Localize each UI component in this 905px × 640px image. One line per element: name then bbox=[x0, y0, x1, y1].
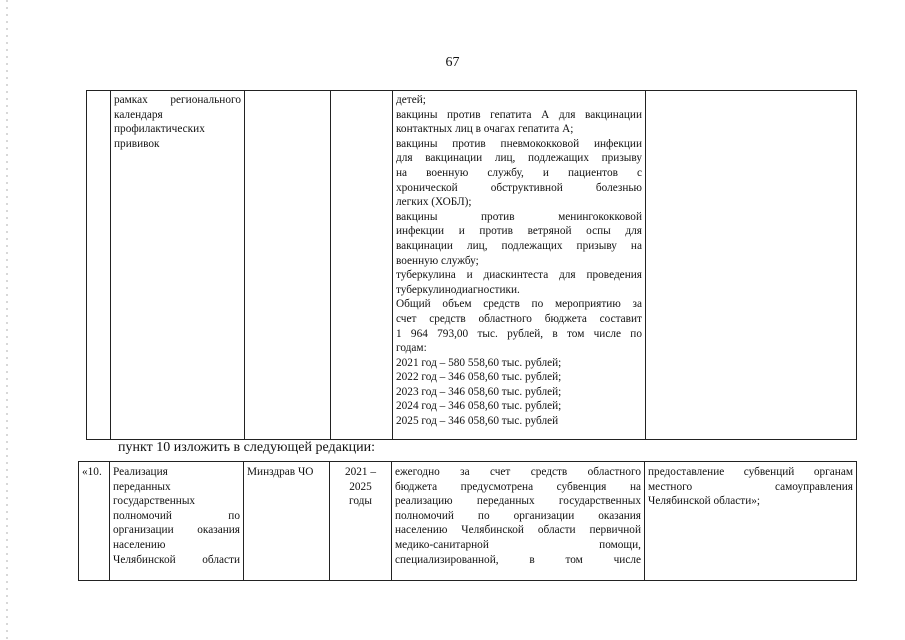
cell-number bbox=[87, 91, 111, 440]
text-line: 2022 год – 346 058,60 тыс. рублей; bbox=[396, 371, 562, 384]
text-line: населению Челябинской области первичной bbox=[395, 524, 641, 537]
text-line: предоставление субвенций органам bbox=[648, 466, 853, 478]
text-line: 2021 год – 580 558,60 тыс. рублей; bbox=[396, 356, 562, 369]
text-line: легких (ХОБЛ); bbox=[396, 196, 472, 209]
text-line: 1 964 793,00 тыс. рублей, в том числе по bbox=[396, 327, 642, 340]
page-number: 67 bbox=[445, 55, 460, 70]
cell-number: «10. bbox=[79, 462, 110, 581]
table-continuation bbox=[86, 90, 857, 440]
text-line: специализированной, в том числе bbox=[395, 553, 641, 566]
text-line: туберкулина и диаскинтеста для проведения bbox=[396, 269, 642, 282]
scan-margin-marks bbox=[6, 0, 8, 640]
cell-executor: Минздрав ЧО bbox=[244, 462, 330, 581]
text-line: Реализация bbox=[113, 466, 168, 478]
text-line: рамках регионального bbox=[114, 94, 241, 106]
text-line: местного самоуправления bbox=[648, 480, 853, 493]
cell-description bbox=[393, 91, 646, 440]
text-line: Общий объем средств по мероприятию за bbox=[396, 298, 642, 311]
text-line: 2025 bbox=[349, 480, 372, 493]
text-line: организации оказания bbox=[113, 524, 240, 537]
text-line: на военную службу, и пациентов с bbox=[396, 166, 642, 179]
table-row bbox=[79, 462, 857, 581]
text-line: вакцины против менингококковой bbox=[396, 210, 642, 223]
text-line: бюджета предусмотрена субвенция на bbox=[395, 480, 641, 493]
text-line: контактных лиц в очагах гепатита А; bbox=[396, 123, 574, 136]
text-line: календаря bbox=[114, 108, 163, 121]
cell-period bbox=[330, 462, 392, 581]
text-line: Челябинской области bbox=[113, 553, 240, 566]
text-line: для вакцинации лиц, подлежащих призыву bbox=[396, 152, 642, 165]
text-line: 2024 год – 346 058,60 тыс. рублей; bbox=[396, 400, 562, 413]
text-line: Челябинской области»; bbox=[648, 495, 761, 508]
cell-description bbox=[392, 462, 645, 581]
text-line: государственных bbox=[113, 495, 196, 508]
text-line: годы bbox=[348, 495, 372, 508]
text-line: 2023 год – 346 058,60 тыс. рублей; bbox=[396, 385, 562, 398]
text-line: населению bbox=[113, 538, 166, 551]
text-line: счет средств областного бюджета составит bbox=[396, 312, 642, 325]
text-line: полномочий по организации оказания bbox=[395, 509, 641, 522]
cell-result bbox=[646, 91, 857, 440]
text-line: переданных bbox=[113, 480, 171, 493]
cell-period bbox=[331, 91, 393, 440]
cell-executor bbox=[245, 91, 331, 440]
text-line: медико-санитарной помощи, bbox=[395, 538, 641, 551]
text-line: вакцины против гепатита А для вакцинации bbox=[396, 108, 642, 121]
text-line: туберкулинодиагностики. bbox=[396, 283, 520, 296]
text-line: вакцинации лиц, подлежащих призыву на bbox=[396, 239, 642, 252]
text-line: детей; bbox=[396, 94, 426, 106]
text-line: годам: bbox=[396, 342, 427, 355]
text-line: прививок bbox=[114, 137, 160, 150]
text-line: 2025 год – 346 058,60 тыс. рублей bbox=[396, 415, 559, 428]
text-line: хронической обструктивной болезнью bbox=[396, 181, 642, 194]
text-line: 2021 – bbox=[344, 466, 377, 478]
text-line: инфекции и против ветряной оспы для bbox=[396, 225, 642, 238]
text-line: реализацию переданных государственных bbox=[395, 495, 641, 508]
table-item-10 bbox=[78, 461, 857, 581]
text-line: вакцины против пневмококковой инфекции bbox=[396, 137, 642, 150]
text-line: полномочий по bbox=[113, 509, 240, 522]
cell-activity bbox=[110, 462, 244, 581]
instruction-text: пункт 10 изложить в следующей редакции: bbox=[118, 440, 375, 455]
text-line: военную службу; bbox=[396, 254, 479, 267]
table-row bbox=[87, 91, 857, 440]
text-line: профилактических bbox=[114, 123, 205, 136]
cell-result bbox=[645, 462, 857, 581]
text-line: ежегодно за счет средств областного bbox=[395, 466, 641, 478]
cell-activity bbox=[111, 91, 245, 440]
